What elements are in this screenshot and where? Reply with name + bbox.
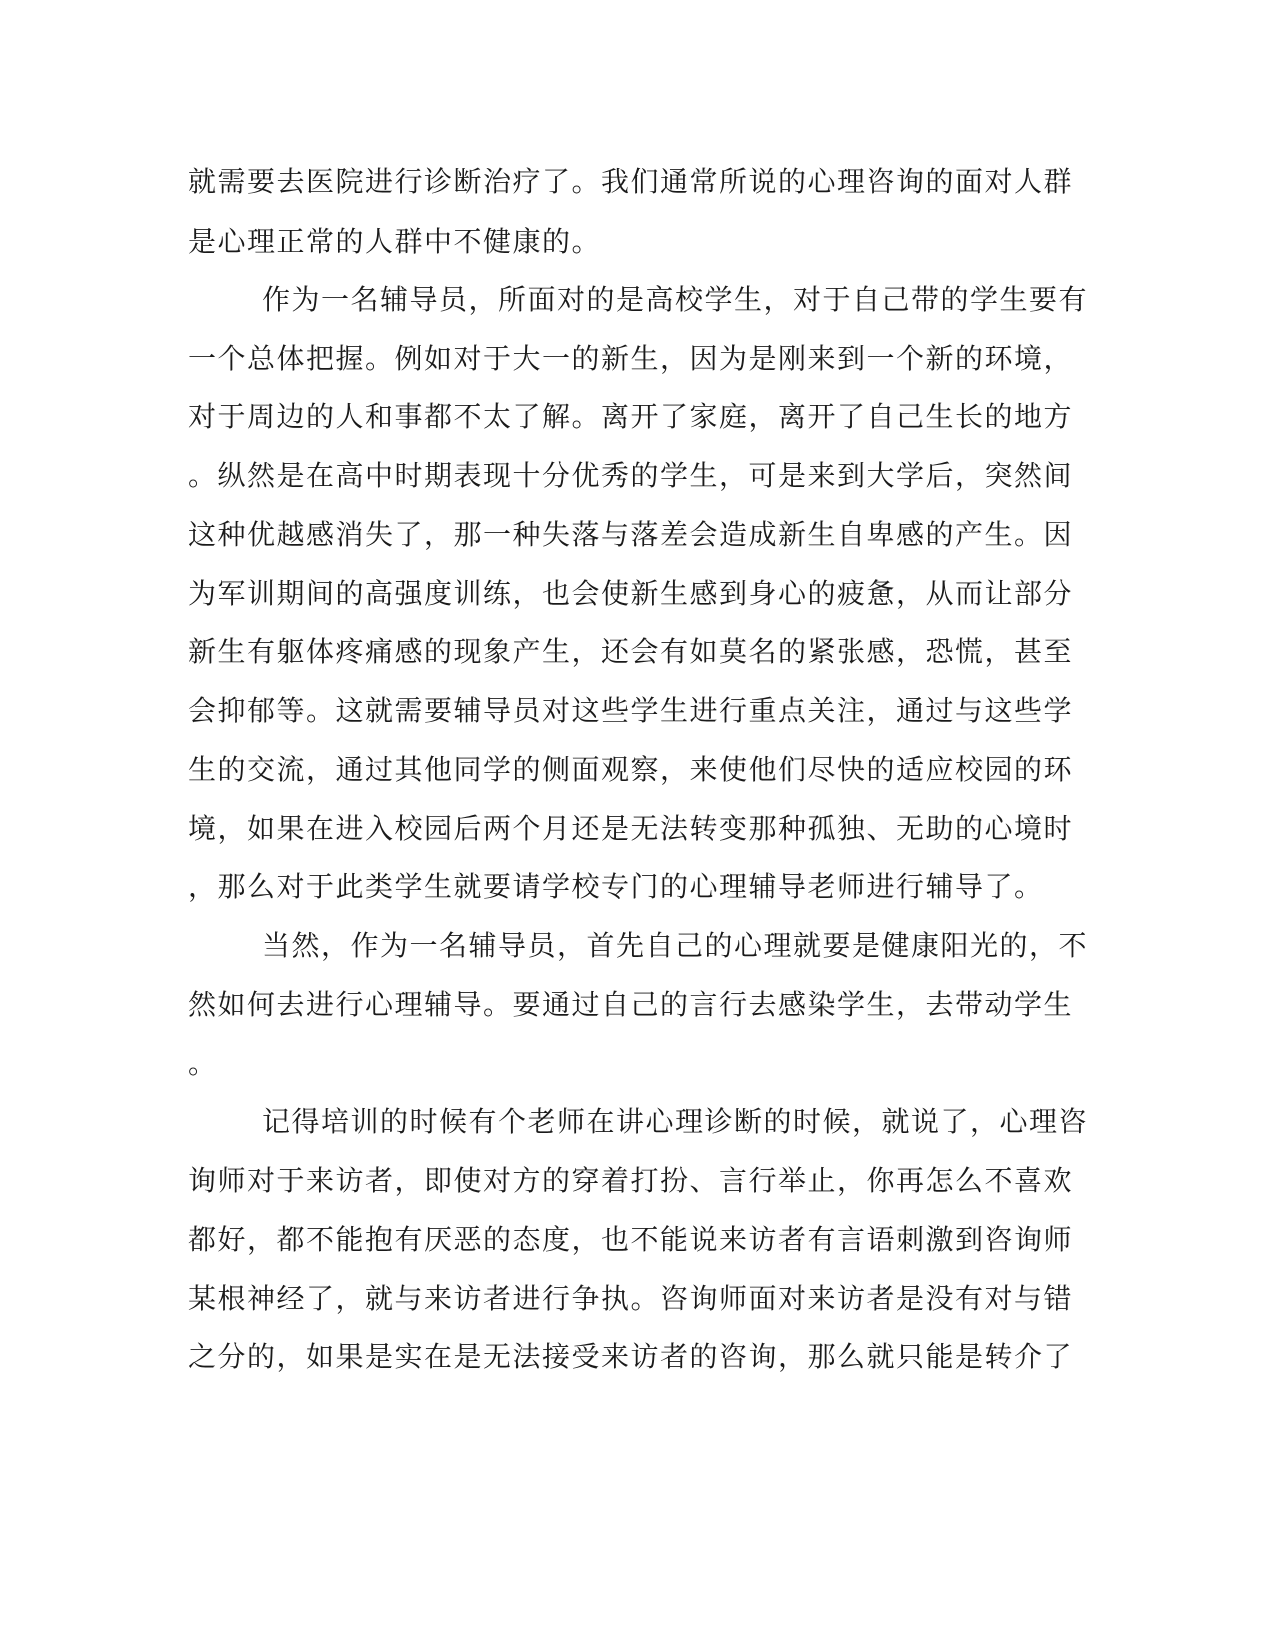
text-line-3: 作为一名辅导员，所面对的是高校学生，对于自己带的学生要有 (262, 283, 1089, 316)
text-line-2: 是心理正常的人群中不健康的。 (188, 225, 602, 258)
text-line-16: 。 (188, 1047, 218, 1080)
text-line-15: 然如何去进行心理辅导。要通过自己的言行去感染学生，去带动学生 (188, 988, 1074, 1021)
text-line-17: 记得培训的时候有个老师在讲心理诊断的时候，就说了，心理咨 (262, 1105, 1089, 1138)
text-line-1: 就需要去医院进行诊断治疗了。我们通常所说的心理咨询的面对人群 (188, 165, 1074, 198)
text-line-14: 当然，作为一名辅导员，首先自己的心理就要是健康阳光的，不 (262, 929, 1089, 962)
text-line-8: 为军训期间的高强度训练，也会使新生感到身心的疲惫，从而让部分 (188, 577, 1074, 610)
text-line-12: 境，如果在进入校园后两个月还是无法转变那种孤独、无助的心境时 (188, 812, 1074, 845)
text-line-6: 。纵然是在高中时期表现十分优秀的学生，可是来到大学后，突然间 (188, 459, 1074, 492)
text-line-9: 新生有躯体疼痛感的现象产生，还会有如莫名的紧张感，恐慌，甚至 (188, 635, 1074, 668)
text-line-21: 之分的，如果是实在是无法接受来访者的咨询，那么就只能是转介了 (188, 1340, 1074, 1373)
text-line-4: 一个总体把握。例如对于大一的新生，因为是刚来到一个新的环境， (188, 342, 1074, 375)
text-line-20: 某根神经了，就与来访者进行争执。咨询师面对来访者是没有对与错 (188, 1282, 1074, 1315)
text-line-18: 询师对于来访者，即使对方的穿着打扮、言行举止，你再怎么不喜欢 (188, 1164, 1074, 1197)
text-line-13: ，那么对于此类学生就要请学校专门的心理辅导老师进行辅导了。 (188, 870, 1044, 903)
text-line-5: 对于周边的人和事都不太了解。离开了家庭，离开了自己生长的地方 (188, 400, 1074, 433)
text-line-11: 生的交流，通过其他同学的侧面观察，来使他们尽快的适应校园的环 (188, 753, 1074, 786)
text-line-7: 这种优越感消失了，那一种失落与落差会造成新生自卑感的产生。因 (188, 518, 1074, 551)
text-line-19: 都好，都不能抱有厌恶的态度，也不能说来访者有言语刺激到咨询师 (188, 1223, 1074, 1256)
text-line-10: 会抑郁等。这就需要辅导员对这些学生进行重点关注，通过与这些学 (188, 694, 1074, 727)
